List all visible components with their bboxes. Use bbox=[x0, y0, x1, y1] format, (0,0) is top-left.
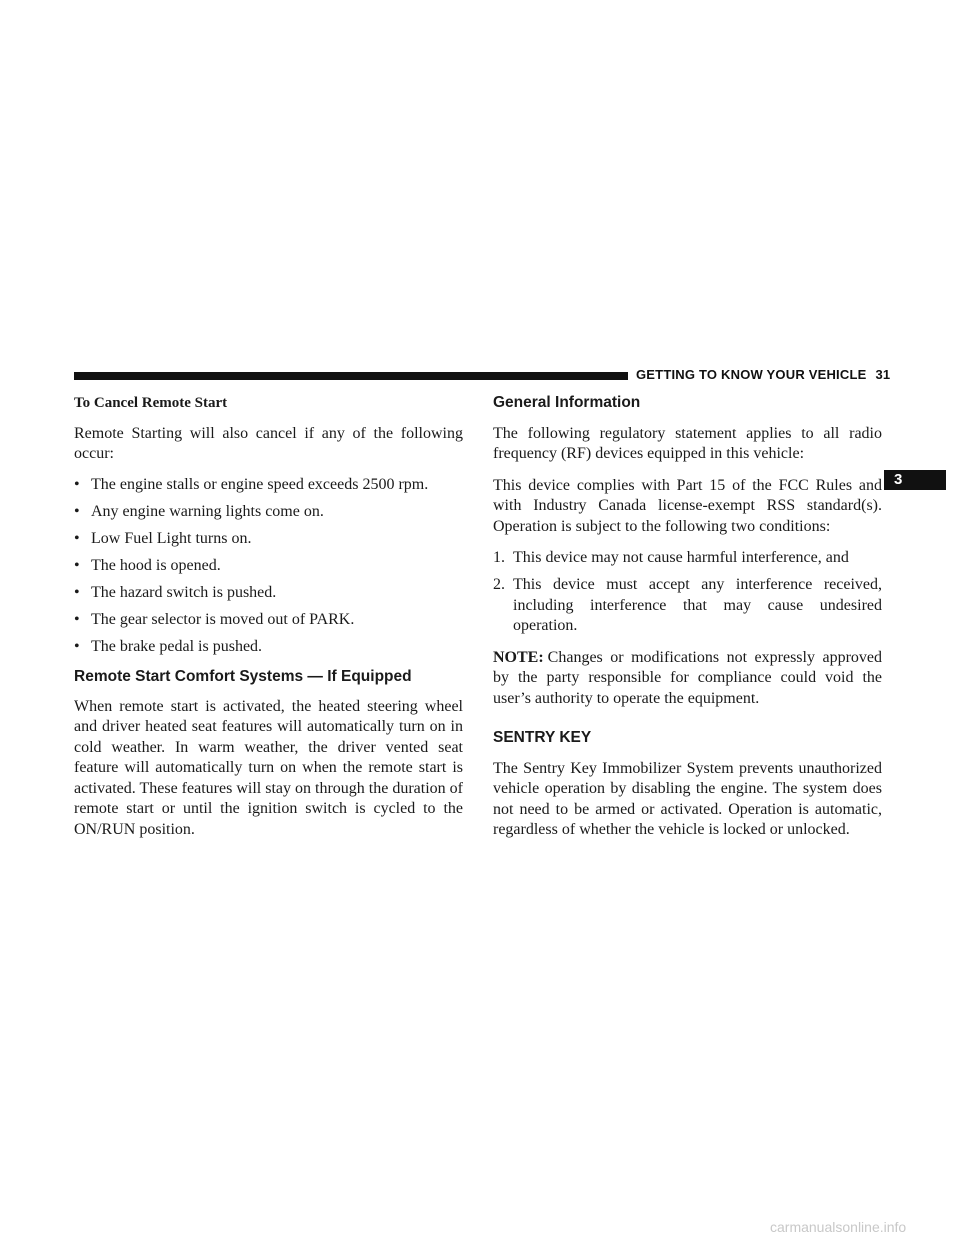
bullet-icon: • bbox=[74, 556, 80, 574]
chapter-tab[interactable]: 3 bbox=[884, 470, 946, 490]
watermark: carmanualsonline.info bbox=[770, 1219, 907, 1235]
comfort-systems-heading: Remote Start Comfort Systems — If Equipped bbox=[74, 668, 412, 685]
general-paragraph-2: This device complies with Part 15 of the FCC Rules and with Industry Canada license-exempt RSS standard(s). Operation is subject to the following two conditions: bbox=[493, 476, 882, 535]
page-number: 31 bbox=[875, 367, 891, 382]
bullet-icon: • bbox=[74, 475, 80, 493]
running-header bbox=[636, 367, 890, 382]
cancel-intro: Remote Starting will also cancel if any of the following occur: bbox=[74, 424, 463, 462]
list-item: • The engine stalls or engine speed exceeds 2500 rpm. bbox=[74, 475, 463, 496]
general-paragraph-1: The following regulatory statement applies to all radio frequency (RF) devices equipped in this vehicle: bbox=[493, 424, 882, 462]
comfort-systems-text: When remote start is activated, the heated steering wheel and driver heated seat features will automatically turn on in cold weather. In warm weather, the driver vented seat feature will automatically turn on when the remote start is activated. These features will stay on through the duration of remote start or until the ignition switch is cycled to the ON/RUN position. bbox=[74, 697, 463, 838]
left-column bbox=[74, 392, 463, 851]
bullet-icon: • bbox=[74, 637, 80, 655]
list-item: • The hood is opened. bbox=[74, 556, 463, 577]
bullet-icon: • bbox=[74, 610, 80, 628]
list-item: • The brake pedal is pushed. bbox=[74, 637, 463, 658]
header-title: GETTING TO KNOW YOUR VEHICLE bbox=[636, 367, 867, 382]
general-information-heading: General Information bbox=[493, 394, 641, 411]
list-item: • The hazard switch is pushed. bbox=[74, 583, 463, 604]
list-item: 1. This device may not cause harmful interference, and bbox=[493, 549, 849, 566]
right-column bbox=[493, 392, 882, 852]
cancel-conditions-list bbox=[74, 475, 463, 658]
header-rule bbox=[74, 372, 628, 380]
list-item: • Low Fuel Light turns on. bbox=[74, 529, 463, 550]
list-item: 2. This device must accept any interference received, including interference that may cause undesired operation. bbox=[493, 576, 882, 634]
sentry-key-heading: SENTRY KEY bbox=[493, 729, 592, 746]
list-item: • The gear selector is moved out of PARK. bbox=[74, 610, 463, 631]
note-paragraph bbox=[493, 648, 882, 710]
note-label: NOTE: bbox=[493, 648, 544, 666]
bullet-icon: • bbox=[74, 529, 80, 547]
bullet-icon: • bbox=[74, 583, 80, 601]
bullet-icon: • bbox=[74, 502, 80, 520]
list-item: • Any engine warning lights come on. bbox=[74, 502, 463, 523]
note-text: Changes or modifications not expressly approved by the party responsible for compliance could void the user’s authority to operate the equipment. bbox=[493, 648, 882, 707]
fcc-conditions-list bbox=[493, 548, 882, 637]
sentry-key-text: The Sentry Key Immobilizer System prevents unauthorized vehicle operation by disabling the engine. The system does not need to be armed or activated. Operation is automatic, regardless of whether the vehicle is locked or unlocked. bbox=[493, 759, 882, 838]
cancel-remote-start-subhead: To Cancel Remote Start bbox=[74, 395, 228, 411]
